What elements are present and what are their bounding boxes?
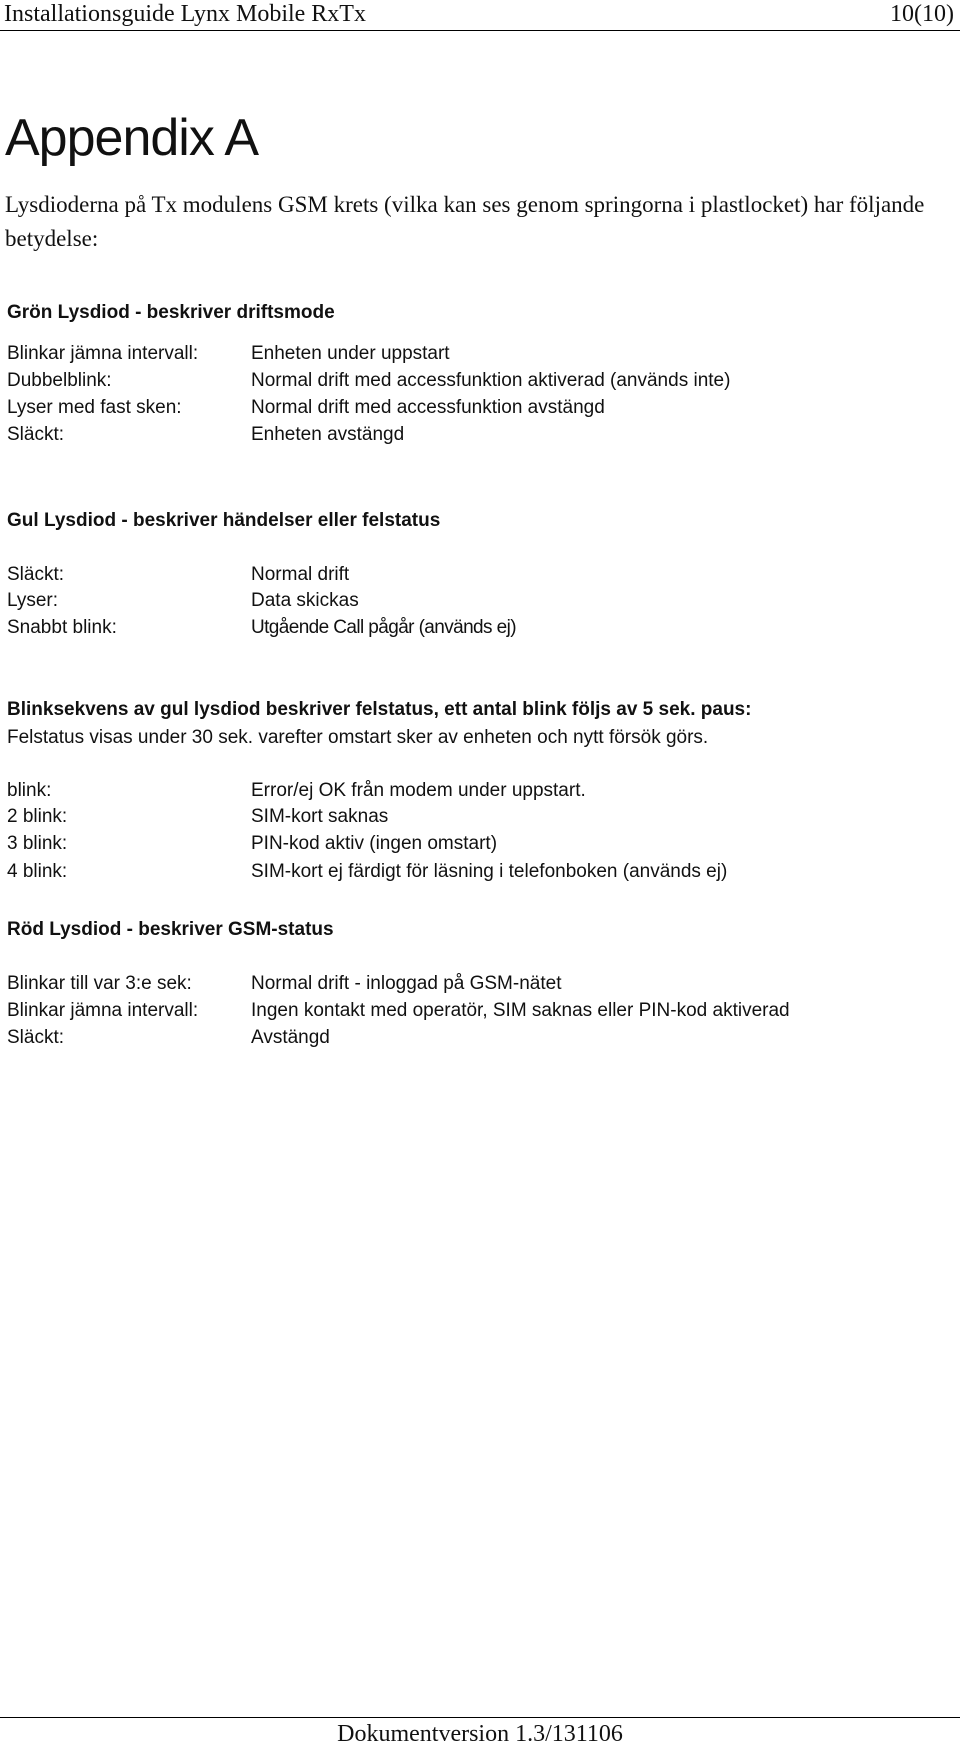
document-version: Dokumentversion 1.3/131106	[337, 1721, 623, 1747]
blink-row-key: 4 blink:	[7, 861, 68, 882]
green-row	[7, 421, 947, 449]
green-row-value: Normal drift med accessfunktion aktiverad (används inte)	[251, 370, 731, 391]
blink-row	[7, 830, 947, 858]
yellow-row-key: Släckt:	[7, 564, 65, 585]
blink-row-value: Error/ej OK från modem under uppstart.	[251, 780, 586, 801]
yellow-row-value: Normal drift	[251, 564, 350, 585]
yellow-row	[7, 561, 947, 589]
red-led-heading: Röd Lysdiod - beskriver GSM-status	[7, 919, 334, 940]
page-number: 10(10)	[890, 1, 954, 27]
green-row-value: Enheten under uppstart	[251, 343, 450, 364]
red-row	[7, 970, 947, 998]
blink-row-value: SIM-kort ej färdigt för läsning i telefonboken (används ej)	[251, 861, 728, 882]
yellow-row-value: Data skickas	[251, 590, 359, 611]
yellow-row-key: Snabbt blink:	[7, 617, 117, 638]
blink-row-value: SIM-kort saknas	[251, 806, 389, 827]
green-row	[7, 367, 947, 395]
green-row	[7, 394, 947, 422]
blink-row	[7, 858, 947, 886]
blink-row-key: 2 blink:	[7, 806, 68, 827]
blink-row	[7, 803, 947, 831]
yellow-row-value: Utgående Call pågår (används ej)	[251, 617, 516, 638]
red-row	[7, 1024, 947, 1052]
yellow-row	[7, 614, 947, 642]
red-row-key: Blinkar till var 3:e sek:	[7, 973, 192, 994]
page-header	[0, 0, 960, 30]
green-row	[7, 340, 947, 368]
green-row-key: Dubbelblink:	[7, 370, 112, 391]
green-row-key: Släckt:	[7, 424, 65, 445]
green-led-heading: Grön Lysdiod - beskriver driftsmode	[7, 302, 335, 323]
footer-divider	[0, 1717, 960, 1718]
blink-row-key: blink:	[7, 780, 52, 801]
red-row	[7, 997, 947, 1025]
blink-sequence-heading: Blinksekvens av gul lysdiod beskriver felstatus, ett antal blink följs av 5 sek. paus:	[7, 699, 752, 720]
green-row-key: Lyser med fast sken:	[7, 397, 182, 418]
red-row-value: Normal drift - inloggad på GSM-nätet	[251, 973, 562, 994]
red-row-value: Ingen kontakt med operatör, SIM saknas eller PIN-kod aktiverad	[251, 1000, 790, 1021]
red-row-key: Blinkar jämna intervall:	[7, 1000, 199, 1021]
blink-row-value: PIN-kod aktiv (ingen omstart)	[251, 833, 498, 854]
blink-sequence-note: Felstatus visas under 30 sek. varefter omstart sker av enheten och nytt försök görs.	[7, 727, 709, 748]
blink-row	[7, 777, 947, 805]
yellow-row	[7, 587, 947, 615]
header-divider	[0, 30, 960, 31]
page-title: Appendix A	[5, 109, 259, 167]
blink-row-key: 3 blink:	[7, 833, 68, 854]
intro-paragraph: Lysdioderna på Tx modulens GSM krets (vilka kan ses genom springorna i plastlocket) har följande betydelse:	[5, 192, 925, 251]
green-row-key: Blinkar jämna intervall:	[7, 343, 199, 364]
document-title: Installationsguide Lynx Mobile RxTx	[4, 1, 366, 27]
yellow-row-key: Lyser:	[7, 590, 59, 611]
yellow-led-heading: Gul Lysdiod - beskriver händelser eller felstatus	[7, 510, 441, 531]
green-row-value: Enheten avstängd	[251, 424, 405, 445]
red-row-value: Avstängd	[251, 1027, 330, 1048]
red-row-key: Släckt:	[7, 1027, 65, 1048]
green-row-value: Normal drift med accessfunktion avstängd	[251, 397, 605, 418]
